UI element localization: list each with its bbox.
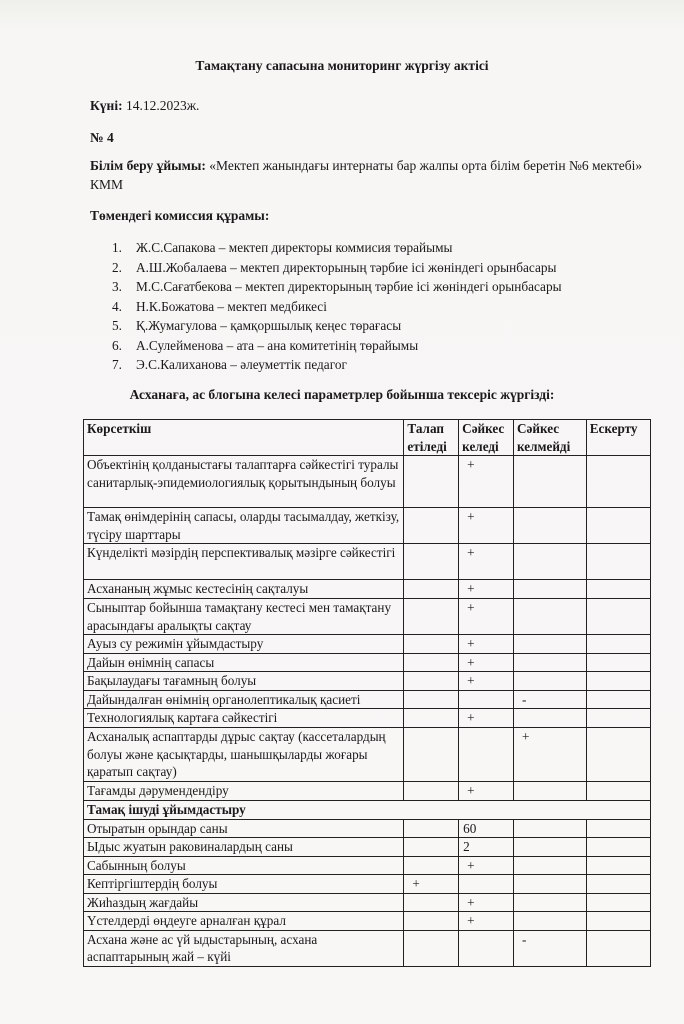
header-required: Талап етіледі [404, 420, 459, 456]
table-body-dining [84, 819, 651, 966]
cell-note [586, 690, 650, 709]
cell-complies: + [459, 544, 514, 580]
cell-note [586, 838, 650, 857]
cell-indicator: Асхана және ас үй ыдыстарының, асхана аспаптарының жай – күйі [84, 930, 404, 966]
cell-required [404, 930, 459, 966]
section-title: Тамақ ішуді ұйымдастыру [84, 801, 651, 820]
cell-not-complies [513, 912, 586, 931]
list-item: 3. М.С.Сағатбекова – мектеп директорының тәрбие ісі жөніндегі орынбасары [112, 279, 562, 294]
cell-complies: + [459, 856, 514, 875]
table-row [84, 653, 651, 672]
cell-required [404, 838, 459, 857]
cell-required [404, 819, 459, 838]
table-row [84, 690, 651, 709]
cell-indicator: Үстелдерді өңдеуге арналған құрал [84, 912, 404, 931]
cell-required [404, 544, 459, 580]
cell-indicator: Ыдыс жуатын раковиналардың саны [84, 838, 404, 857]
cell-note [586, 819, 650, 838]
cell-indicator: Жиһаздың жағдайы [84, 893, 404, 912]
cell-complies [459, 728, 514, 782]
inspection-table [83, 419, 651, 967]
table-row [84, 580, 651, 599]
cell-required [404, 672, 459, 691]
table-row [84, 856, 651, 875]
cell-not-complies: - [513, 690, 586, 709]
cell-indicator: Күнделікті мәзірдің перспективалық мәзірге сәйкестігі [84, 544, 404, 580]
cell-complies: + [459, 653, 514, 672]
table-body-main [84, 456, 651, 801]
cell-not-complies [513, 672, 586, 691]
cell-not-complies [513, 653, 586, 672]
cell-note [586, 709, 650, 728]
table-row [84, 782, 651, 801]
header-not-complies: Сәйкес келмейді [513, 420, 586, 456]
cell-note [586, 580, 650, 599]
organization-label: Білім беру ұйымы: [90, 158, 206, 173]
cell-required [404, 856, 459, 875]
cell-not-complies [513, 635, 586, 654]
list-item: 6. А.Сулейменова – ата – ана комитетінің төрайымы [112, 337, 419, 353]
cell-note [586, 728, 650, 782]
cell-not-complies [513, 709, 586, 728]
cell-not-complies [513, 856, 586, 875]
cell-complies: + [459, 635, 514, 654]
cell-note [586, 508, 650, 544]
cell-complies: + [459, 456, 514, 508]
list-item: 1. Ж.С.Сапакова – мектеп директоры коммисия төрайымы [112, 240, 453, 255]
cell-note [586, 456, 650, 508]
cell-note [586, 893, 650, 912]
cell-required [404, 728, 459, 782]
cell-indicator: Объектінің қолданыстағы талаптарға сәйкестігі туралы санитарлық-эпидемиологиялық қорытындының болуы [84, 456, 404, 508]
cell-not-complies [513, 838, 586, 857]
table-section [84, 801, 651, 820]
cell-note [586, 930, 650, 966]
organization-value: «Мектеп жанындағы интернаты бар жалпы орта білім беретін №6 мектебі» КММ [90, 158, 643, 192]
cell-required [404, 635, 459, 654]
cell-indicator: Дайындалған өнімнің органолептикалық қасиеті [84, 690, 404, 709]
cell-required [404, 912, 459, 931]
organization-line [90, 156, 650, 194]
cell-indicator: Асхананың жұмыс кестесінің сақталуы [84, 580, 404, 599]
table-row [84, 893, 651, 912]
cell-complies: + [459, 580, 514, 599]
cell-not-complies [513, 580, 586, 599]
date-line [90, 98, 199, 114]
list-item: 4. Н.К.Божатова – мектеп медбикесі [112, 298, 327, 314]
cell-required [404, 782, 459, 801]
cell-complies: + [459, 672, 514, 691]
cell-complies: + [459, 599, 514, 635]
cell-complies: + [459, 893, 514, 912]
cell-indicator: Дайын өнімнің сапасы [84, 653, 404, 672]
cell-indicator: Отыратын орындар саны [84, 819, 404, 838]
cell-complies: + [459, 709, 514, 728]
cell-required [404, 690, 459, 709]
cell-indicator: Кептіргіштердің болуы [84, 875, 404, 894]
cell-not-complies [513, 782, 586, 801]
commission-heading: Төмендегі комиссия құрамы: [90, 208, 270, 223]
table-header-row [84, 420, 651, 456]
document-title: Тамақтану сапасына мониторинг жүргізу актісі [195, 58, 489, 73]
cell-not-complies [513, 893, 586, 912]
cell-complies: + [459, 782, 514, 801]
header-indicator: Көрсеткіш [84, 420, 404, 456]
table-row [84, 635, 651, 654]
cell-complies: + [459, 508, 514, 544]
cell-required [404, 709, 459, 728]
cell-complies: 60 [459, 819, 514, 838]
table-title: Асханаға, ас блогына келесі параметрлер бойынша тексеріс жүргізді: [129, 387, 555, 402]
header-complies: Сәйкес келеді [459, 420, 514, 456]
cell-indicator: Тамақ өнімдерінің сапасы, оларды тасымалдау, жеткізу, түсіру шарттары [84, 508, 404, 544]
cell-required [404, 580, 459, 599]
cell-not-complies: + [513, 728, 586, 782]
list-item: 7. Э.С.Калиханова – әлеуметтік педагог [112, 357, 347, 372]
cell-not-complies: - [513, 930, 586, 966]
cell-note [586, 856, 650, 875]
cell-complies: + [459, 912, 514, 931]
table-row [84, 819, 651, 838]
table-row [84, 709, 651, 728]
commission-members-list [112, 238, 562, 375]
cell-complies: 2 [459, 838, 514, 857]
table-row [84, 912, 651, 931]
cell-indicator: Тағамды дәрумендендіру [84, 782, 404, 801]
section-row [84, 801, 651, 820]
list-item: 2. А.Ш.Жобалаева – мектеп директорының тәрбие ісі жөніндегі орынбасары [112, 259, 557, 275]
date-label: Күні: [90, 98, 123, 113]
table-row [84, 838, 651, 857]
cell-indicator: Технологиялық картаға сәйкестігі [84, 709, 404, 728]
cell-indicator: Сыныптар бойынша тамақтану кестесі мен тамақтану арасындағы аралықты сақтау [84, 599, 404, 635]
cell-note [586, 653, 650, 672]
cell-not-complies [513, 875, 586, 894]
cell-note [586, 875, 650, 894]
cell-note [586, 635, 650, 654]
table-row [84, 456, 651, 508]
cell-indicator: Ауыз су режимін ұйымдастыру [84, 635, 404, 654]
cell-note [586, 782, 650, 801]
cell-not-complies [513, 819, 586, 838]
cell-required [404, 599, 459, 635]
cell-indicator: Асханалық аспаптарды дұрыс сақтау (кассеталардың болуы және қасықтарды, шанышқыларды жоғары қаратып сақтау) [84, 728, 404, 782]
cell-note [586, 544, 650, 580]
cell-not-complies [513, 508, 586, 544]
cell-required: + [404, 875, 459, 894]
cell-note [586, 912, 650, 931]
date-value: 14.12.2023ж. [125, 98, 200, 113]
table-row [84, 930, 651, 966]
table-row [84, 728, 651, 782]
cell-complies [459, 690, 514, 709]
cell-not-complies [513, 544, 586, 580]
table-row [84, 544, 651, 580]
cell-complies [459, 930, 514, 966]
cell-note [586, 672, 650, 691]
cell-indicator: Бақылаудағы тағамның болуы [84, 672, 404, 691]
cell-complies [459, 875, 514, 894]
header-note: Ескерту [586, 420, 650, 456]
cell-required [404, 653, 459, 672]
cell-required [404, 456, 459, 508]
table-row [84, 599, 651, 635]
cell-required [404, 893, 459, 912]
cell-not-complies [513, 456, 586, 508]
table-row [84, 672, 651, 691]
cell-note [586, 599, 650, 635]
table-row [84, 875, 651, 894]
list-item: 5. Қ.Жумагулова – қамқоршылық кеңес төрағасы [112, 318, 402, 333]
cell-indicator: Сабынның болуы [84, 856, 404, 875]
table-row [84, 508, 651, 544]
act-number: № 4 [90, 130, 114, 145]
cell-required [404, 508, 459, 544]
cell-not-complies [513, 599, 586, 635]
